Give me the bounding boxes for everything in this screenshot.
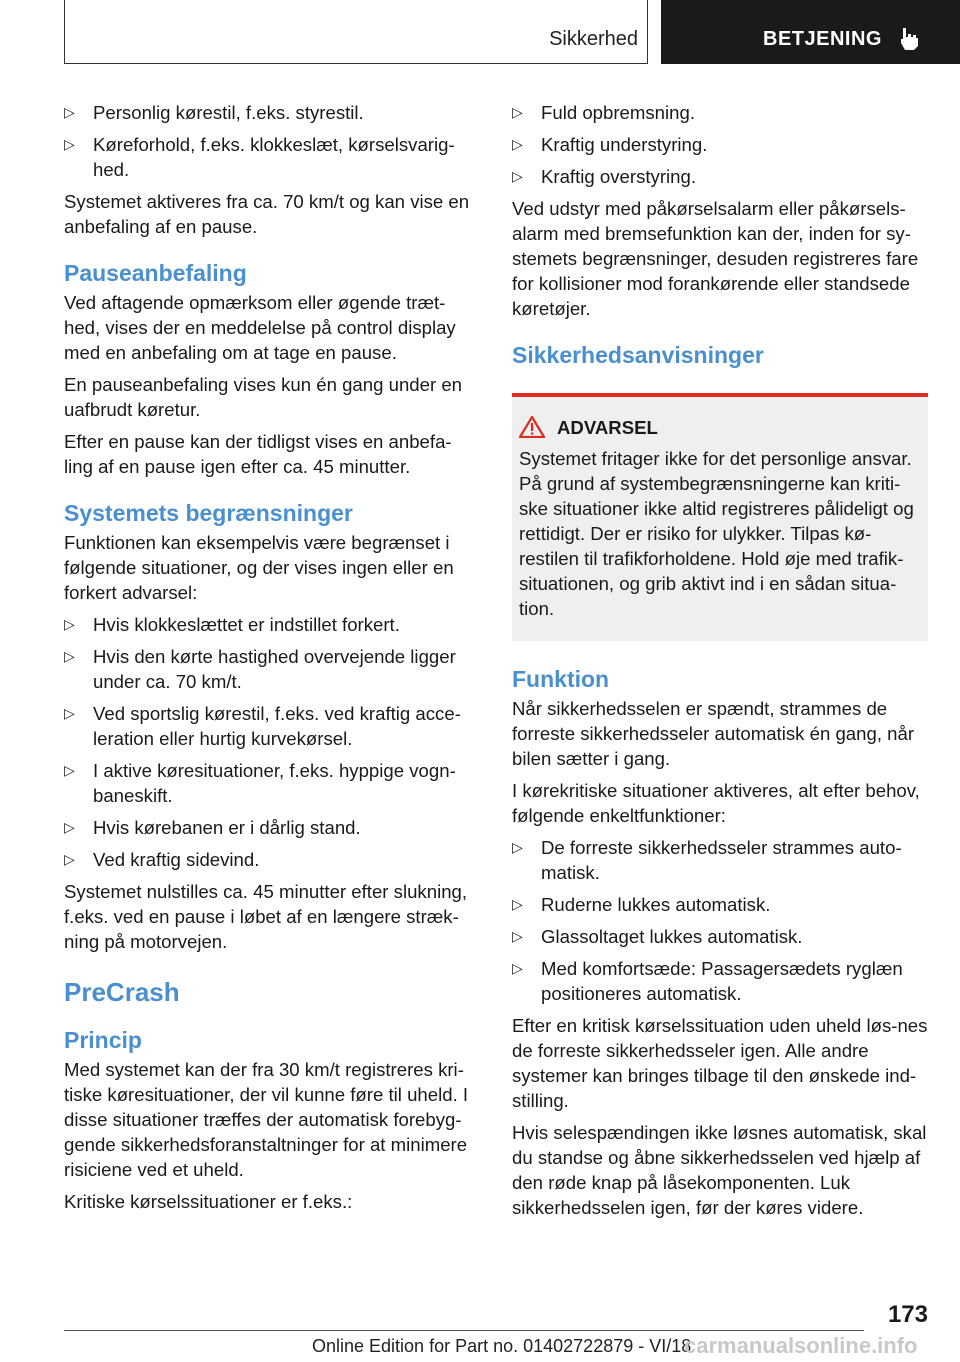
bullet-triangle-icon: ▷ (512, 896, 523, 912)
heading-princip: Princip (64, 1027, 142, 1053)
list-item: ▷ Ved sportslig kørestil, f.eks. ved kraftig acce-leration eller hurtig kurvekørsel. (64, 703, 461, 749)
list-item: ▷ Fuld opbremsning. (512, 102, 695, 123)
bullet-triangle-icon: ▷ (64, 851, 75, 867)
list-item: ▷ Køreforhold, f.eks. klokkeslæt, kørselsvarig-hed. (64, 134, 455, 180)
bullet-triangle-icon: ▷ (512, 104, 523, 120)
bullet-triangle-icon: ▷ (64, 104, 75, 120)
list-item: ▷ Personlig kørestil, f.eks. styrestil. (64, 102, 364, 123)
bullet-triangle-icon: ▷ (64, 819, 75, 835)
section-title: Sikkerhed (549, 28, 638, 50)
paragraph: Systemet nulstilles ca. 45 minutter efter slukning, f.eks. ved en pause i løbet af en længere stræk-ning på motorvejen. (64, 881, 468, 952)
paragraph: Funktionen kan eksempelvis være begrænset i følgende situationer, og der vises ingen eller en forkert advarsel: (64, 532, 454, 603)
list-item: ▷ Hvis kørebanen er i dårlig stand. (64, 817, 361, 838)
list-item: ▷ I aktive køresituationer, f.eks. hyppige vogn-baneskift. (64, 760, 456, 806)
paragraph: Når sikkerhedsselen er spændt, strammes de forreste sikkerhedsseler automatisk én gang, når bilen sætter i gang. (512, 698, 915, 769)
warning-text: Systemet fritager ikke for det personlige ansvar. På grund af systembegrænsningerne kan kriti-ske situationer ikke altid registreres pålideligt og rettidigt. Der er risiko for ulykker. Tilpas kø-restilen til trafikforholdene. Hold øje med trafik-situationen, og grib aktivt ind i en sådan situa-tion. (519, 448, 914, 619)
paragraph: I kørekritiske situationer aktiveres, alt efter behov, følgende enkeltfunktioner: (512, 780, 920, 826)
bullet-triangle-icon: ▷ (64, 648, 75, 664)
list-item: ▷ Ruderne lukkes automatisk. (512, 894, 771, 915)
heading-funktion: Funktion (512, 666, 610, 692)
heading-pauseanbefaling: Pauseanbefaling (64, 260, 247, 286)
heading-precrash: PreCrash (64, 977, 180, 1007)
bullet-triangle-icon: ▷ (64, 616, 75, 632)
bullet-triangle-icon: ▷ (64, 705, 75, 721)
list-item: ▷ Hvis klokkeslættet er indstillet forkert. (64, 614, 400, 635)
paragraph: Systemet aktiveres fra ca. 70 km/t og kan vise en anbefaling af en pause. (64, 191, 470, 237)
list-item: ▷ Kraftig overstyring. (512, 166, 697, 187)
list-item: ▷ De forreste sikkerhedsseler strammes auto-matisk. (512, 837, 902, 883)
bullet-triangle-icon: ▷ (512, 168, 523, 184)
list-item: ▷ Ved kraftig sidevind. (64, 849, 260, 870)
list-item: ▷ Kraftig understyring. (512, 134, 708, 155)
paragraph: Med systemet kan der fra 30 km/t registreres kri-tiske køresituationer, der vil kunne føre til uheld. I disse situationer træffes der automatisk forebyg-gende sikkerhedsforanstaltninger for at minimere risiciene ved et uheld. (64, 1059, 469, 1180)
paragraph: En pauseanbefaling vises kun én gang under en uafbrudt køretur. (64, 374, 463, 420)
hand-pointer-icon (899, 26, 921, 50)
bullet-triangle-icon: ▷ (64, 136, 75, 152)
list-item: ▷ Glassoltaget lukkes automatisk. (512, 926, 803, 947)
list-item: ▷ Med komfortsæde: Passagersædets ryglæn positioneres automatisk. (512, 958, 903, 1004)
edition-text: Online Edition for Part no. 01402722879 - VI/18 (312, 1336, 692, 1356)
list-item: ▷ Hvis den kørte hastighed overvejende ligger under ca. 70 km/t. (64, 646, 456, 692)
paragraph: Hvis selespændingen ikke løsnes automatisk, skal du standse og åbne sikkerhedsselen ved hjælp af den røde knap på låsekomponenten. Luk sikkerhedsselen igen, før der køres videre. (512, 1122, 927, 1218)
warning-title: ADVARSEL (557, 415, 921, 440)
left-column (64, 100, 480, 1221)
bullet-triangle-icon: ▷ (64, 762, 75, 778)
warning-box (512, 393, 928, 641)
paragraph: Efter en kritisk kørselssituation uden uheld løs-nes de forreste sikkerhedsseler igen. Alle andre systemer kan bringes tilbage til den ønskede ind-stilling. (512, 1015, 928, 1111)
heading-safety-notes: Sikkerhedsanvisninger (512, 342, 764, 368)
paragraph: Ved udstyr med påkørselsalarm eller påkørsels-alarm med bremsefunktion kan der, inden for sy-stemets begrænsninger, desuden registreres fare for kollisioner mod forankørende eller standsede køretøjer. (512, 198, 919, 319)
page-number: 173 (887, 1301, 928, 1328)
chapter-tab-label: BETJENING (763, 28, 882, 50)
footer-divider (64, 1330, 864, 1331)
bullet-triangle-icon: ▷ (512, 960, 523, 976)
paragraph: Efter en pause kan der tidligst vises en anbefa-ling af en pause igen efter ca. 45 minutter. (64, 431, 452, 477)
paragraph: Ved aftagende opmærksom eller øgende træt-hed, vises der en meddelelse på control display med en anbefaling om at tage en pause. (64, 292, 456, 363)
bullet-triangle-icon: ▷ (512, 928, 523, 944)
bullet-triangle-icon: ▷ (512, 136, 523, 152)
right-column (512, 100, 928, 1227)
paragraph: Kritiske kørselssituationer er f.eks.: (64, 1191, 353, 1212)
chapter-tab[interactable] (661, 0, 960, 64)
warning-triangle-icon (519, 416, 545, 438)
watermark: carmanualsonline.info (684, 1333, 918, 1358)
heading-system-limits: Systemets begrænsninger (64, 500, 353, 526)
bullet-triangle-icon: ▷ (512, 839, 523, 855)
